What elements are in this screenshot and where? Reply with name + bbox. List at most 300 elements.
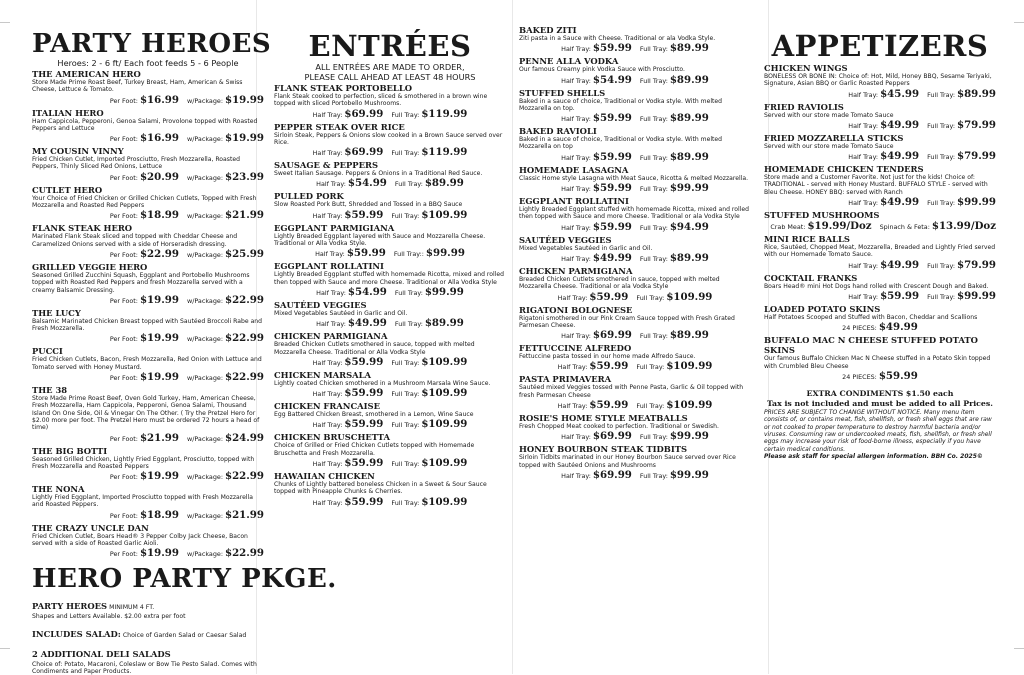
- price-label: Per Foot:: [109, 511, 138, 520]
- price-value: $49.99: [347, 317, 387, 330]
- price-label: Half Tray:: [316, 180, 346, 189]
- package-item-name: INCLUDES SALAD:: [32, 628, 121, 639]
- allergen-note: Please ask staff for special allergen information. BBH Co. 2025©: [764, 453, 983, 461]
- price-value: $89.99: [669, 251, 709, 264]
- item-name: PENNE ALLA VODKA: [519, 56, 619, 67]
- price-label: Full Tray:: [391, 211, 420, 220]
- price-value: $21.99: [225, 209, 264, 222]
- price-value: $89.99: [669, 73, 709, 86]
- item-description: Lightly Fried Eggplant, Imported Prosciutto topped with Fresh Mozzarella and Roasted Peppers.: [32, 494, 254, 509]
- item-name: MINI RICE BALLS: [764, 234, 850, 245]
- entrees-list: [274, 83, 506, 509]
- item-name: FRIED RAVIOLIS: [764, 101, 844, 112]
- menu-item: [519, 413, 751, 443]
- menu-item: [519, 266, 751, 304]
- item-description: BONELESS OR BONE IN: Choice of: Hot, Mild, Honey BBQ, Sesame Teriyaki, Signature, Asian BBQ or Garlic Roasted Peppers: [764, 73, 992, 88]
- item-prices: [32, 132, 264, 145]
- price-label: Full Tray::: [393, 250, 424, 259]
- price-label: Half Tray:: [315, 250, 345, 259]
- appetizers-list: [764, 63, 996, 383]
- menu-item: [519, 305, 751, 343]
- item-description: Store Made Prime Roast Beef, Oven Gold Turkey, Ham, American Cheese, Fresh Mozzarella, Ham Cappicola, Pepperoni, Genoa Salami, Thousand Island On One Side, Oil & Vinegar On The Other. ( Try the Pretzel Hero for $2.00 more per foot. The Pretzel Hero must be ordered 72 hours a head of time): [32, 395, 260, 432]
- price-label: Half Tray:: [848, 261, 879, 270]
- price-value: $22.99: [225, 470, 264, 483]
- menu-item: [519, 165, 751, 195]
- price-value: $79.99: [957, 258, 996, 271]
- price-label: Half Tray:: [561, 76, 591, 85]
- price-label: Full Tray:: [927, 153, 955, 162]
- price-value: $59.99: [592, 220, 632, 233]
- item-description: Fresh Chopped Meat cooked to perfection. Traditional or Swedish.: [519, 423, 719, 431]
- item-name: THE CRAZY UNCLE DAN: [32, 522, 149, 533]
- price-label: Per Foot:: [109, 96, 138, 105]
- price-label: Half Tray:: [312, 460, 343, 469]
- package-item-description: Shapes and Letters Available. $2.00 extra per foot: [32, 613, 186, 621]
- price-label: w/Package:: [186, 135, 223, 144]
- price-value: $59.99: [592, 150, 632, 163]
- item-description: Ziti pasta in a Sauce with Cheese. Traditional or ala Vodka Style.: [519, 35, 716, 42]
- price-label: Half Tray:: [848, 153, 879, 162]
- item-name: HAWAIIAN CHICKEN: [274, 471, 375, 482]
- item-description: Ham Cappicola, Pepperoni, Genoa Salami, Provolone topped with Roasted Peppers and Lettuce: [32, 117, 258, 132]
- price-label: w/Package:: [186, 250, 223, 259]
- crop-mark: [1014, 648, 1024, 649]
- price-value: $99.99: [957, 289, 996, 302]
- price-value: $21.99: [225, 508, 264, 521]
- crop-mark: [1014, 22, 1024, 23]
- menu-item: [764, 304, 996, 334]
- price-value: $49.99: [880, 196, 920, 209]
- price-label: w/Package:: [186, 374, 223, 383]
- price-value: $109.99: [666, 290, 713, 303]
- menu-item: [519, 196, 751, 234]
- price-label: Half Tray:: [557, 402, 588, 411]
- item-description: Chunks of Lightly battered boneless Chicken in a Sweet & Sour Sauce topped with Pineapple Chunks & Cherries.: [274, 481, 487, 496]
- price-value: $59.99: [592, 182, 632, 195]
- price-label: Half Tray:: [561, 332, 591, 341]
- price-label: Half Tray:: [561, 153, 591, 162]
- item-prices: [32, 94, 264, 107]
- menu-item: [519, 126, 751, 164]
- price-value: $24.99: [225, 431, 264, 444]
- price-label: Full Tray:: [639, 433, 668, 442]
- price-value: $89.99: [669, 112, 709, 125]
- party-heroes-subtitle: Heroes: 2 - 6 ft/ Each foot feeds 5 - 6 People: [57, 58, 239, 68]
- menu-item: [32, 262, 264, 307]
- package-item-line: [32, 622, 264, 641]
- item-name: GRILLED VEGGIE HERO: [32, 261, 148, 272]
- price-value: $59.99: [344, 495, 384, 508]
- item-description: Lightly Breaded Eggplant stuffed with homemade Ricotta, mixed and rolled then topped with Sauce and more Cheese. Traditional or Alla Vodka Style: [274, 271, 505, 286]
- item-name: SAUTÉED VEGGIES: [274, 299, 367, 310]
- package-item-extra: MINIMUM 4 FT.: [107, 604, 155, 612]
- price-value: $89.99: [424, 317, 464, 330]
- price-label: w/Package:: [186, 335, 223, 344]
- item-prices: [32, 294, 264, 307]
- item-name: LOADED POTATO SKINS: [764, 303, 881, 314]
- price-label: Per Foot:: [109, 212, 138, 221]
- price-value: $49.99: [880, 150, 920, 163]
- item-name: HOMEMADE LASAGNA: [519, 164, 629, 175]
- item-name: STUFFED MUSHROOMS: [764, 210, 880, 221]
- price-label: Half Tray:: [848, 121, 879, 130]
- menu-item: [519, 444, 751, 482]
- price-value: $59.99: [589, 399, 629, 412]
- price-label: Full Tray:: [639, 185, 668, 194]
- menu-item: [764, 63, 996, 101]
- hero-package-title: HERO PARTY PKGE.: [32, 564, 337, 595]
- menu-item: [32, 484, 264, 522]
- package-item-description: Choice of: Potato, Macaroni, Coleslaw or Bow Tie Pesto Salad. Comes with Condiments and Paper Products.: [32, 660, 257, 675]
- price-value: $109.99: [666, 399, 713, 412]
- item-prices: [519, 329, 751, 342]
- item-prices: [32, 432, 264, 445]
- price-label: Half Tray:: [312, 149, 343, 158]
- item-name: SAUSAGE & PEPPERS: [274, 160, 378, 171]
- item-name: THE 38: [32, 385, 68, 396]
- price-label: Half Tray:: [561, 254, 591, 263]
- item-prices: [519, 291, 751, 304]
- price-value: $49.99: [878, 321, 918, 334]
- price-value: $89.99: [669, 150, 709, 163]
- item-description: Choice of Grilled or Fried Chicken Cutlets topped with Homemade Bruschetta and Fresh Mozzarella.: [274, 442, 475, 457]
- price-value: $109.99: [421, 355, 468, 368]
- menu-item: [519, 235, 751, 265]
- menu-item: [32, 108, 264, 146]
- item-name: CHICKEN BRUSCHETTA: [274, 432, 390, 443]
- price-value: $20.99: [139, 170, 179, 183]
- price-value: $89.99: [669, 42, 709, 55]
- menu-item: [274, 432, 506, 470]
- item-name: BAKED ZITI: [519, 25, 577, 35]
- price-value: $22.99: [225, 547, 264, 560]
- item-prices: [32, 209, 264, 222]
- item-prices: [519, 252, 751, 265]
- package-item-line: [32, 642, 264, 661]
- price-label: Full Tray:: [927, 90, 955, 99]
- price-value: $59.99: [592, 42, 632, 55]
- menu-item: [274, 471, 506, 509]
- item-name: THE AMERICAN HERO: [32, 69, 141, 79]
- price-value: $59.99: [878, 369, 918, 382]
- price-label: Half Tray:: [561, 115, 591, 124]
- package-item-name: 2 ADDITIONAL DELI SALADS: [32, 648, 171, 659]
- price-value: $79.99: [957, 118, 996, 131]
- item-description: Store Made Prime Roast Beef, Turkey Breast, Ham, American & Swiss Cheese, Lettuce & Tomato.: [32, 79, 243, 94]
- price-value: $109.99: [421, 457, 468, 470]
- price-label: Crab Meat:: [770, 223, 806, 232]
- price-value: $69.99: [344, 107, 384, 120]
- price-label: Half Tray:: [312, 498, 343, 507]
- item-prices: [764, 290, 996, 303]
- price-value: $22.99: [225, 293, 264, 306]
- menu-item: [764, 210, 996, 233]
- menu-item: [274, 331, 506, 369]
- price-label: Half Tray:: [312, 110, 343, 119]
- menu-item: [764, 102, 996, 132]
- price-label: Half Tray:: [312, 390, 343, 399]
- item-name: ROSIE'S HOME STYLE MEATBALLS: [519, 413, 688, 424]
- price-value: $54.99: [347, 177, 387, 190]
- menu-item: [274, 261, 506, 299]
- menu-item: [274, 160, 506, 190]
- item-description: Breaded Chicken Cutlets smothered in sauce, topped with melted Mozzarella Cheese. Traditional or Alla Vodka Style: [274, 341, 475, 356]
- item-name: EGGPLANT PARMIGIANA: [274, 222, 395, 233]
- price-value: $22.99: [225, 371, 264, 384]
- menu-item: [764, 273, 996, 303]
- pasta-list: [519, 25, 751, 482]
- item-description: Half Potatoes Scooped and Stuffed with Bacon, Cheddar and Scallions: [764, 313, 978, 321]
- price-label: Full Tray:: [639, 45, 668, 54]
- item-prices: [519, 399, 751, 412]
- item-name: FETTUCCINE ALFREDO: [519, 343, 632, 354]
- price-value: $94.99: [669, 220, 709, 233]
- price-value: $16.99: [139, 93, 179, 106]
- menu-item: [32, 346, 264, 384]
- item-description: Our famous Buffalo Chicken Mac N Cheese stuffed in a Potato Skin topped with Crumbled Bleu Cheese: [764, 355, 991, 370]
- item-description: Sautéed mixed Veggies tossed with Penne Pasta, Garlic & Oil topped with fresh Parmesan Cheese: [519, 384, 744, 399]
- item-prices: [32, 248, 264, 261]
- price-label: Half Tray:: [561, 223, 591, 232]
- menu-item: [274, 83, 506, 121]
- price-label: Per Foot:: [109, 434, 138, 443]
- price-value: $69.99: [592, 468, 632, 481]
- menu-item: [764, 133, 996, 163]
- price-label: w/Package:: [186, 550, 223, 559]
- price-label: Per Foot:: [109, 374, 138, 383]
- item-description: Sirloin Steak, Peppers & Onions slow cooked in a Brown Sauce served over Rice.: [274, 131, 503, 146]
- package-item: [32, 642, 264, 675]
- item-prices: [519, 221, 751, 234]
- item-description: Your Choice of Fried Chicken or Grilled Chicken Cutlets, Topped with Fresh Mozzarella and Roasted Red Peppers: [32, 194, 257, 210]
- menu-item: [32, 385, 264, 444]
- item-description: Seasoned Grilled Chicken, Lightly Fried Eggplant, Prosciutto, topped with Fresh Mozzarella and Roasted Peppers: [32, 455, 255, 470]
- price-value: $119.99: [421, 146, 468, 159]
- item-name: ITALIAN HERO: [32, 107, 104, 118]
- price-value: $99.99: [957, 196, 996, 209]
- crop-mark: [0, 22, 10, 23]
- crop-mark: [0, 648, 10, 649]
- item-name: CHICKEN WINGS: [764, 63, 848, 73]
- price-label: Half Tray:: [561, 185, 591, 194]
- price-label: w/Package:: [186, 296, 223, 305]
- item-name: CHICKEN FRANCAISE: [274, 401, 380, 412]
- item-description: Lightly coated Chicken smothered in a Mushroom Marsala Wine Sauce.: [274, 379, 491, 387]
- item-description: Lightly Breaded Eggplant stuffed with homemade Ricotta, mixed and rolled then topped with Sauce and more Cheese. Traditional or ala Vodka Style: [519, 206, 750, 221]
- appetizers-title: APPETIZERS: [771, 29, 989, 63]
- price-label: Half Tray:: [557, 363, 588, 372]
- price-label: Half Tray:: [848, 199, 879, 208]
- item-description: Lightly Breaded Eggplant layered with Sauce and Mozzarella Cheese. Traditional or Alla Vodka Style.: [274, 232, 486, 248]
- price-label: Half Tray:: [312, 211, 343, 220]
- price-value: $59.99: [344, 208, 384, 221]
- item-name: PEPPER STEAK OVER RICE: [274, 121, 405, 132]
- price-label: Per Foot:: [109, 335, 138, 344]
- menu-item: [32, 223, 264, 261]
- package-item-line: [32, 594, 264, 613]
- price-value: $49.99: [880, 258, 920, 271]
- package-item: [32, 594, 264, 620]
- price-value: $59.99: [880, 289, 920, 302]
- item-prices: [764, 196, 996, 209]
- price-value: $109.99: [421, 495, 468, 508]
- price-label: Full Tray:: [639, 115, 668, 124]
- item-description: Breaded Chicken Cutlets smothered in sauce, topped with melted Mozzarella Cheese. Traditional or ala Vodka Style: [519, 275, 720, 291]
- price-value: $45.99: [880, 87, 920, 100]
- price-value: $54.99: [592, 73, 632, 86]
- menu-item: [274, 300, 506, 330]
- price-value: $59.99: [344, 418, 384, 431]
- item-prices: [274, 387, 506, 400]
- price-value: $23.99: [225, 170, 264, 183]
- item-prices: [519, 151, 751, 164]
- item-description: Sweet Italian Sausage. Peppers & Onions in a Traditional Red Sauce.: [274, 170, 483, 178]
- price-label: Full Tray:: [391, 498, 420, 507]
- item-prices: [274, 317, 506, 330]
- item-prices: [274, 247, 506, 260]
- item-prices: [764, 220, 996, 233]
- item-description: Served with our store made Tomato Sauce: [764, 111, 894, 119]
- item-prices: [764, 370, 996, 383]
- price-label: Full Tray:: [639, 471, 668, 480]
- item-prices: [32, 509, 264, 522]
- price-label: w/Package:: [186, 473, 223, 482]
- item-name: EGGPLANT ROLLATINI: [519, 196, 629, 207]
- item-prices: [274, 108, 506, 121]
- item-name: RIGATONI BOLOGNESE: [519, 304, 633, 315]
- price-value: $49.99: [592, 251, 632, 264]
- price-label: Per Foot:: [109, 473, 138, 482]
- item-prices: [519, 42, 751, 55]
- price-value: $22.99: [139, 247, 179, 260]
- price-value: $59.99: [592, 112, 632, 125]
- item-description: Served with our store made Tomato Sauce: [764, 142, 894, 150]
- item-prices: [764, 150, 996, 163]
- item-name: BUFFALO MAC N CHEESE STUFFED POTATO SKINS: [764, 335, 978, 356]
- price-label: w/Package:: [186, 173, 223, 182]
- item-prices: [32, 371, 264, 384]
- heroes-list: [32, 69, 264, 560]
- item-description: Fried Chicken Cutlets, Bacon, Fresh Mozzarella, Red Onion with Lettuce and Tomato served with Honey Mustard.: [32, 356, 262, 371]
- menu-item: [519, 343, 751, 373]
- item-prices: [274, 286, 506, 299]
- entrees-subtitle-2: PLEASE CALL AHEAD AT LEAST 48 HOURS: [304, 72, 476, 82]
- price-value: $19.99: [225, 93, 264, 106]
- price-label: Full Tray:: [391, 421, 420, 430]
- price-value: $59.99: [344, 355, 384, 368]
- price-value: $16.99: [139, 132, 179, 145]
- price-label: Full Tray:: [391, 460, 420, 469]
- item-name: PULLED PORK: [274, 191, 344, 202]
- item-prices: [274, 209, 506, 222]
- item-description: Fried Chicken Cutlet, Imported Prosciutto, Fresh Mozzarella, Roasted Peppers, Thinly Sliced Red Onions, Lettuce: [32, 156, 240, 171]
- price-label: Full Tray:: [927, 261, 955, 270]
- price-label: Per Foot:: [109, 173, 138, 182]
- menu-item: [274, 223, 506, 261]
- price-value: $13.99/Doz: [931, 220, 996, 233]
- item-description: Fried Chicken Cutlet, Boars Head® 3 Pepper Colby Jack Cheese, Bacon served with a side of Roasted Garlic Aioli.: [32, 532, 248, 548]
- price-label: Per Foot:: [109, 296, 138, 305]
- price-label: Spinach & Feta:: [879, 223, 930, 232]
- item-name: HONEY BOURBON STEAK TIDBITS: [519, 444, 688, 455]
- price-label: Full Tray:: [639, 254, 668, 263]
- price-value: $99.99: [669, 468, 709, 481]
- menu-item: [32, 308, 264, 346]
- menu-item: [32, 146, 264, 184]
- item-prices: [274, 356, 506, 369]
- item-prices: [519, 360, 751, 373]
- price-value: $59.99: [344, 457, 384, 470]
- price-label: Full Tray:: [394, 320, 423, 329]
- menu-item: [519, 88, 751, 126]
- item-prices: [274, 457, 506, 470]
- price-value: $59.99: [344, 387, 384, 400]
- item-description: Baked in a sauce of choice, Traditional or Vodka style. With melted Mozzarella on top.: [519, 97, 723, 112]
- price-value: $21.99: [139, 431, 179, 444]
- price-label: Full Tray:: [639, 76, 668, 85]
- price-label: w/Package:: [186, 96, 223, 105]
- price-value: $69.99: [592, 329, 632, 342]
- item-description: Marinated Flank Steak sliced and topped with Cheddar Cheese and Caramelized Onions served with a side of Horseradish dressing.: [32, 233, 238, 248]
- price-label: Per Foot:: [109, 250, 138, 259]
- price-value: $59.99: [589, 290, 629, 303]
- price-value: $18.99: [139, 209, 179, 222]
- price-label: Per Foot:: [109, 550, 138, 559]
- item-name: CUTLET HERO: [32, 184, 103, 195]
- price-label: Half Tray:: [316, 288, 346, 297]
- price-label: Full Tray:: [394, 288, 423, 297]
- price-value: $54.99: [347, 285, 387, 298]
- item-prices: [519, 469, 751, 482]
- package-item-extra: Choice of Garden Salad or Caesar Salad: [120, 631, 247, 639]
- price-value: $99.99: [669, 430, 709, 443]
- menu-item: [274, 191, 506, 221]
- item-description: Egg Battered Chicken Breast, smothered in a Lemon, Wine Sauce: [274, 411, 474, 419]
- price-value: $19.99: [139, 332, 179, 345]
- item-name: PUCCI: [32, 346, 63, 357]
- price-value: $109.99: [666, 360, 713, 373]
- item-description: Flank Steak cooked to perfection, sliced & smothered in a brown wine topped with sliced Portobello Mushrooms.: [274, 93, 488, 108]
- price-value: $89.99: [669, 329, 709, 342]
- item-name: THE LUCY: [32, 307, 81, 318]
- item-description: Boars Head® mini Hot Dogs hand rolled with Crescent Dough and Baked.: [764, 282, 989, 290]
- item-prices: [32, 547, 264, 560]
- price-label: Full Tray:: [391, 358, 420, 367]
- price-label: Half Tray:: [312, 421, 343, 430]
- tax-note: Tax is not included and must be added to all Prices.: [767, 398, 993, 408]
- price-label: Half Tray:: [848, 90, 879, 99]
- item-description: Mixed Vegetables Sautéed in Garlic and Oil.: [519, 244, 653, 252]
- price-value: $109.99: [421, 208, 468, 221]
- price-label: Full Tray:: [639, 153, 668, 162]
- price-value: $89.99: [424, 177, 464, 190]
- price-value: $49.99: [880, 118, 920, 131]
- menu-item: [764, 164, 996, 209]
- price-label: 24 PIECES:: [842, 372, 877, 381]
- price-label: Full Tray:: [636, 402, 665, 411]
- item-prices: [519, 112, 751, 125]
- fold-line: [512, 0, 513, 674]
- price-value: $109.99: [421, 387, 468, 400]
- menu-item: [274, 401, 506, 431]
- price-label: 24 PIECES:: [842, 324, 877, 333]
- item-name: CHICKEN MARSALA: [274, 369, 372, 380]
- menu-item: [519, 374, 751, 412]
- price-label: Full Tray:: [391, 149, 420, 158]
- item-prices: [764, 119, 996, 132]
- item-name: EGGPLANT ROLLATINI: [274, 261, 384, 272]
- item-prices: [519, 182, 751, 195]
